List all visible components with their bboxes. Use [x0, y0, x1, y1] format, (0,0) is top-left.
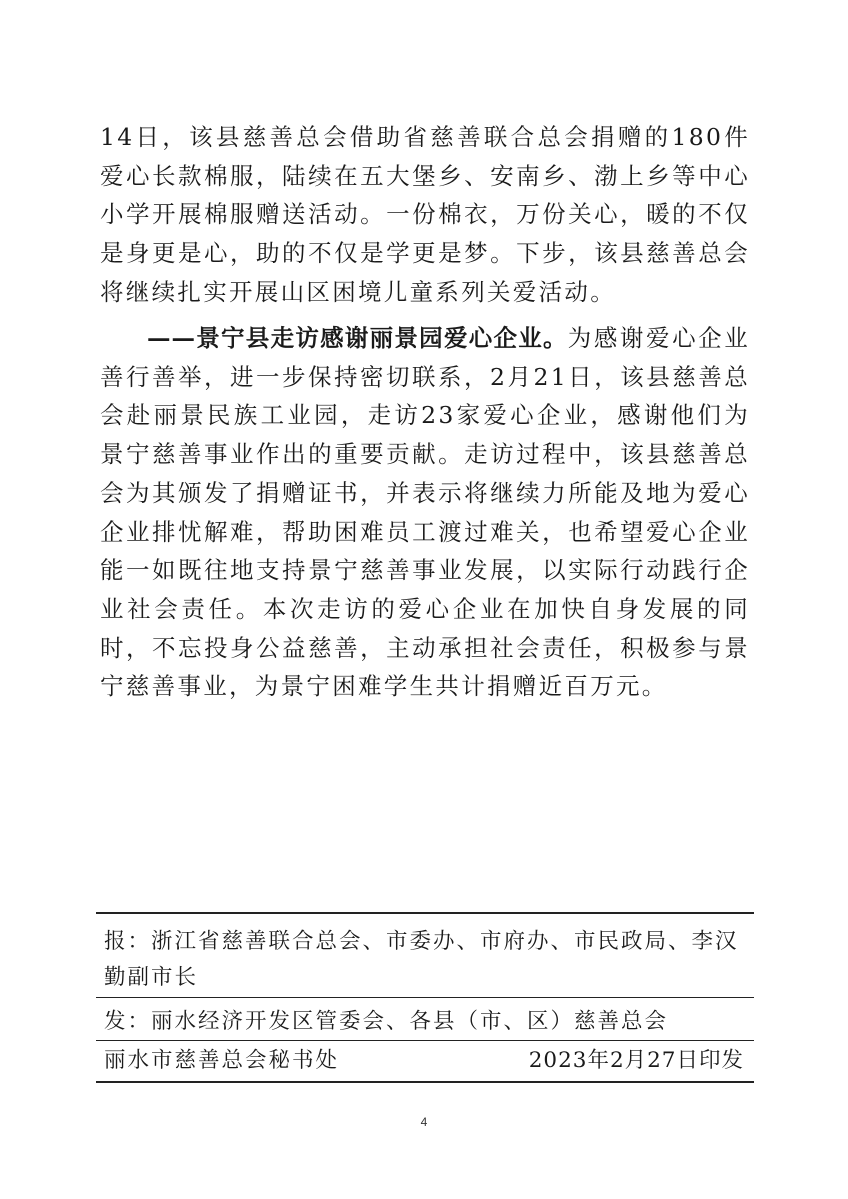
issue-to-line: 发：丽水经济开发区管委会、各县（市、区）慈善总会 [104, 1009, 669, 1034]
issue-date: 2023年2月27日印发 [528, 1048, 744, 1073]
issuer-office: 丽水市慈善总会秘书处 [104, 1048, 340, 1073]
body-paragraph-1: 14日，该县慈善总会借助省慈善联合总会捐赠的180件爱心长款棉服，陆续在五大堡乡、安南乡、渤上乡等中心小学开展棉服赠送活动。一份棉衣，万份关心，暖的不仅是身更是心，助的不仅是学更是梦。下步，该县慈善总会将继续扎实开展山区困境儿童系列关爱活动。 [100, 123, 750, 306]
footer-divider-rule [96, 997, 754, 998]
footer-top-rule [96, 912, 754, 914]
footer-divider-rule-2 [96, 1040, 754, 1041]
report-to-line: 报：浙江省慈善联合总会、市委办、市府办、市民政局、李汉勤副市长 [104, 929, 739, 990]
footer-bottom-rule [96, 1081, 754, 1083]
body-paragraph-2 [100, 319, 750, 706]
paragraph-text: 为感谢爱心企业善行善举，进一步保持密切联系，2月21日，该县慈善总会赴丽景民族工业园，走访23家爱心企业，感谢他们为景宁慈善事业作出的重要贡献。走访过程中，该县慈善总会为其颁发了捐赠证书，并表示将继续力所能及地为爱心企业排忧解难，帮助困难员工渡过难关，也希望爱心企业能一如既往地支持景宁慈善事业发展，以实际行动践行企业社会责任。本次走访的爱心企业在加快自身发展的同时，不忘投身公益慈善，主动承担社会责任，积极参与景宁慈善事业，为景宁困难学生共计捐赠近百万元。 [100, 324, 751, 701]
page-number: 4 [420, 1115, 428, 1129]
paragraph-heading: ——景宁县走访感谢丽景园爱心企业。 [147, 324, 568, 352]
